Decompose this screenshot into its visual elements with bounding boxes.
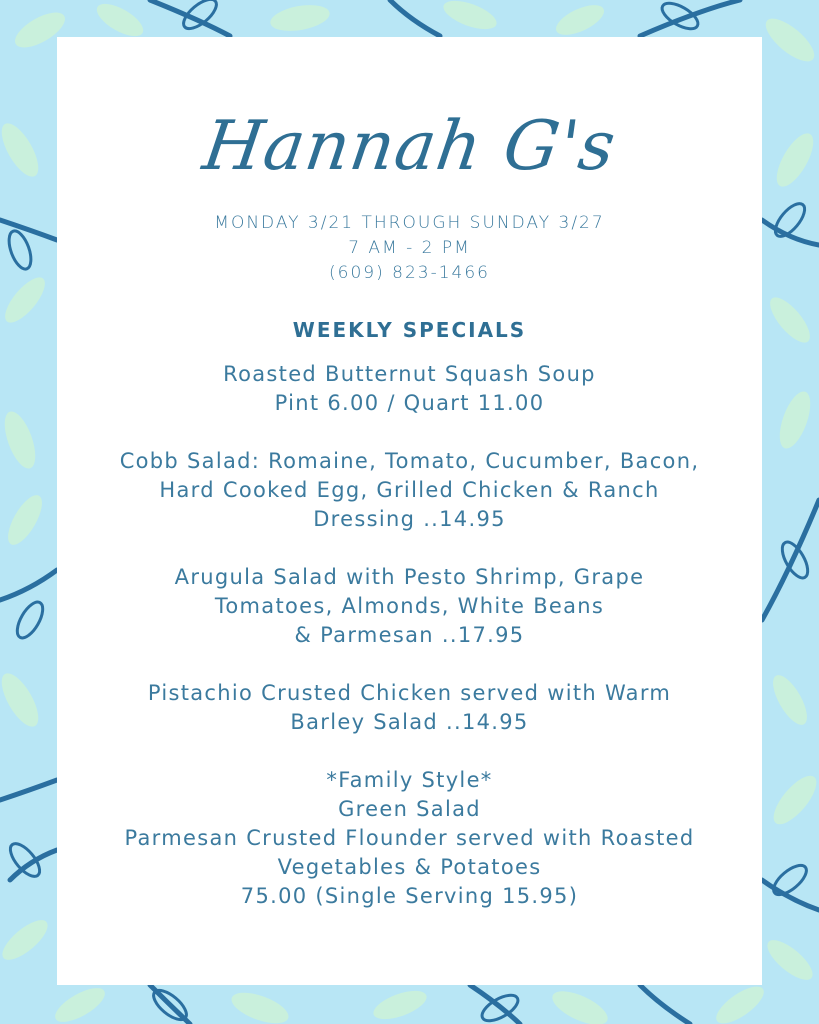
special-line: Tomatoes, Almonds, White Beans (214, 594, 605, 618)
special-line: Arugula Salad with Pesto Shrimp, Grape (174, 565, 645, 589)
date-range: MONDAY 3/21 THROUGH SUNDAY 3/27 (214, 213, 605, 233)
hours: 7 AM - 2 PM (348, 238, 471, 258)
special-line: Green Salad (338, 797, 481, 821)
special-line: Vegetables & Potatoes (277, 855, 542, 879)
special-line: Roasted Butternut Squash Soup (223, 362, 596, 386)
special-line: Cobb Salad: Romaine, Tomato, Cucumber, Bacon, (119, 449, 700, 473)
special-line: *Family Style* (326, 768, 493, 792)
special-line: Pistachio Crusted Chicken served with Warm (147, 681, 672, 705)
section-heading: WEEKLY SPECIALS (292, 318, 527, 342)
menu-card (57, 37, 762, 985)
special-line: 75.00 (Single Serving 15.95) (240, 884, 579, 908)
special-line: Barley Salad ..14.95 (290, 710, 529, 734)
special-line: Pint 6.00 / Quart 11.00 (274, 391, 545, 415)
phone-number: (609) 823-1466 (329, 263, 490, 283)
restaurant-name: Hannah G's (198, 107, 621, 186)
special-line: Parmesan Crusted Flounder served with Roasted (124, 826, 695, 850)
special-line: & Parmesan ..17.95 (294, 623, 525, 647)
special-line: Dressing ..14.95 (313, 507, 506, 531)
special-line: Hard Cooked Egg, Grilled Chicken & Ranch (159, 478, 660, 502)
